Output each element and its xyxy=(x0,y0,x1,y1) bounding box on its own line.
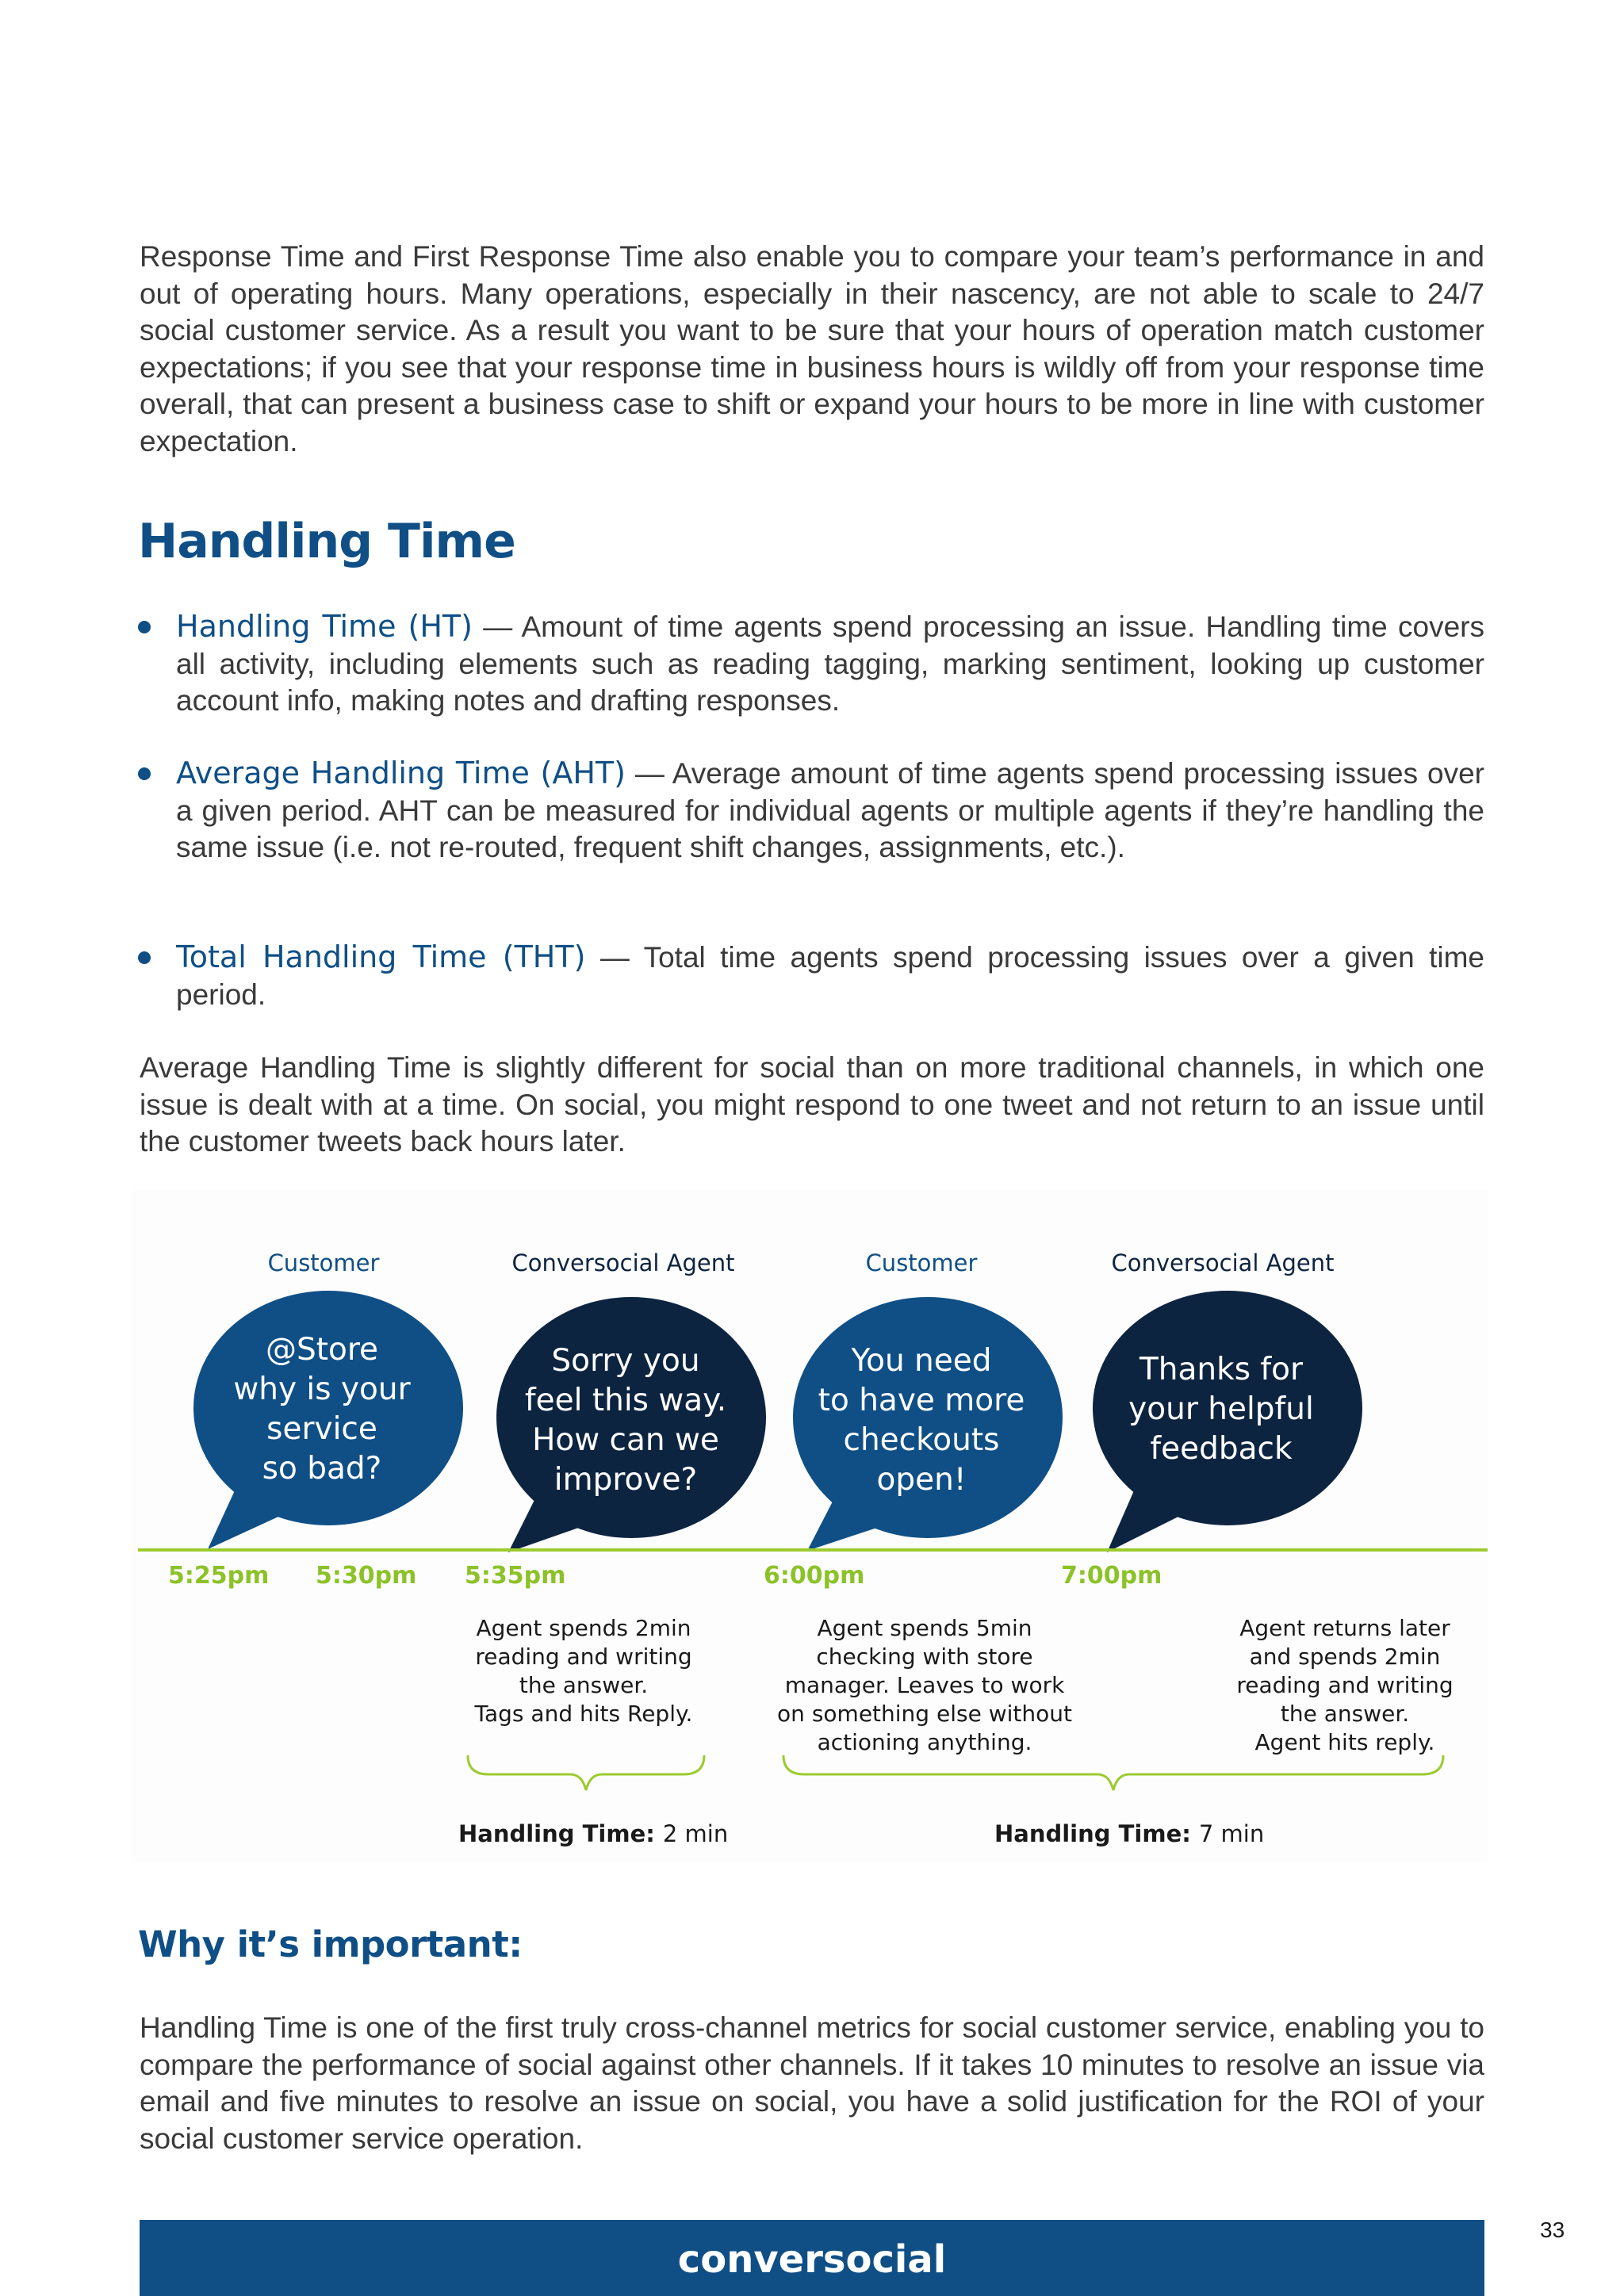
bullet-text: — Average amount of time agents spend processing issues over a given period. AHT can be measured for individual agents or multiple agents if they’re handling the same issue (i.e. not re-routed, frequent shift changes, assignments, etc.). xyxy=(176,757,1484,863)
bullet-dot-icon xyxy=(138,621,151,633)
conversocial-logo: conversocial xyxy=(677,2237,947,2282)
role-label-agent: Conversocial Agent xyxy=(511,1249,735,1276)
average-handling-paragraph: Average Handling Time is slightly different for social than on more traditional channels, in which one issue is dealt with at a time. On social, you might respond to one tweet and not return to an issue until the customer tweets back hours later. xyxy=(140,1051,1484,1158)
speech-bubble-customer xyxy=(192,1291,477,1552)
page-number: 33 xyxy=(1540,2218,1565,2242)
timeline-note: Agent returns later and spends 2min reading and writing the answer. Agent hits reply. xyxy=(1236,1615,1454,1755)
timeline-line xyxy=(138,1548,1488,1552)
speech-bubble-agent xyxy=(1091,1291,1377,1552)
time-label: 7:00pm xyxy=(1061,1562,1162,1590)
handling-time-label: Handling Time: xyxy=(458,1820,655,1847)
curly-brace-icon xyxy=(465,1752,707,1800)
role-label-customer: Customer xyxy=(267,1249,380,1276)
bullet-text: — Amount of time agents spend processing an issue. Handling time covers all activity, including elements such as reading tagging, marking sentiment, looking up customer account info, making notes and drafting responses. xyxy=(176,610,1484,717)
bullet-average-handling-time xyxy=(176,755,1484,867)
handling-time-diagram xyxy=(132,1189,1488,1863)
time-label: 6:00pm xyxy=(764,1562,865,1590)
footer-bar xyxy=(140,2220,1484,2296)
handling-time-value: 7 min xyxy=(1198,1820,1265,1847)
role-label-customer: Customer xyxy=(865,1249,978,1276)
bullet-text: — Total time agents spend processing issues over a given time period. xyxy=(176,941,1485,1011)
handling-time-value: 2 min xyxy=(662,1820,729,1847)
bubble-text: You need to have more checkouts open! xyxy=(818,1343,1025,1498)
bullet-total-handling-time xyxy=(176,939,1484,1013)
bullet-term: Total Handling Time (THT) xyxy=(176,939,586,974)
timeline-note: Agent spends 2min reading and writing the answer. Tags and hits Reply. xyxy=(474,1615,693,1727)
handling-time-label: Handling Time: xyxy=(994,1820,1191,1847)
time-label: 5:35pm xyxy=(465,1562,566,1590)
role-label-agent: Conversocial Agent xyxy=(1111,1249,1335,1276)
why-important-heading: Why it’s important: xyxy=(138,1923,523,1965)
bullet-dot-icon xyxy=(138,767,151,780)
handling-time-summary xyxy=(458,1820,728,1847)
why-important-paragraph: Handling Time is one of the first truly cross-channel metrics for social customer service, enabling you to compare the performance of social against other channels. If it takes 10 minutes to resolve an issue via email and five minutes to resolve an issue on social, you have a solid justification for the ROI of your social customer service operation. xyxy=(140,2011,1484,2155)
curly-brace-icon xyxy=(780,1752,1446,1800)
time-label: 5:25pm xyxy=(168,1562,270,1590)
bullet-handling-time xyxy=(176,608,1484,720)
bullet-dot-icon xyxy=(138,951,151,964)
bubble-text: Sorry you feel this way. How can we improve? xyxy=(524,1343,727,1498)
bullet-term: Handling Time (HT) xyxy=(176,609,473,644)
speech-bubble-agent xyxy=(492,1291,778,1552)
section-title: Handling Time xyxy=(138,514,515,569)
intro-paragraph: Response Time and First Response Time also enable you to compare your team’s performance in and out of operating hours. Many operations, especially in their nascency, are not able to scale to 24/7 social customer service. As a result you want to be sure that your hours of operation match customer expectations; if you see that your response time in business hours is wildly off from your response time overall, that can present a business case to shift or expand your hours to be more in line with customer expectation. xyxy=(140,240,1484,457)
handling-time-summary xyxy=(994,1820,1264,1847)
time-label: 5:30pm xyxy=(316,1562,417,1590)
bubble-text: @Store why is your service so bad? xyxy=(233,1332,411,1487)
timeline-note: Agent spends 5min checking with store manager. Leaves to work on something else without actioning anything. xyxy=(777,1615,1072,1755)
speech-bubble-customer xyxy=(791,1291,1077,1552)
bullet-term: Average Handling Time (AHT) xyxy=(176,756,626,790)
bubble-text: Thanks for your helpful feedback xyxy=(1128,1352,1314,1467)
